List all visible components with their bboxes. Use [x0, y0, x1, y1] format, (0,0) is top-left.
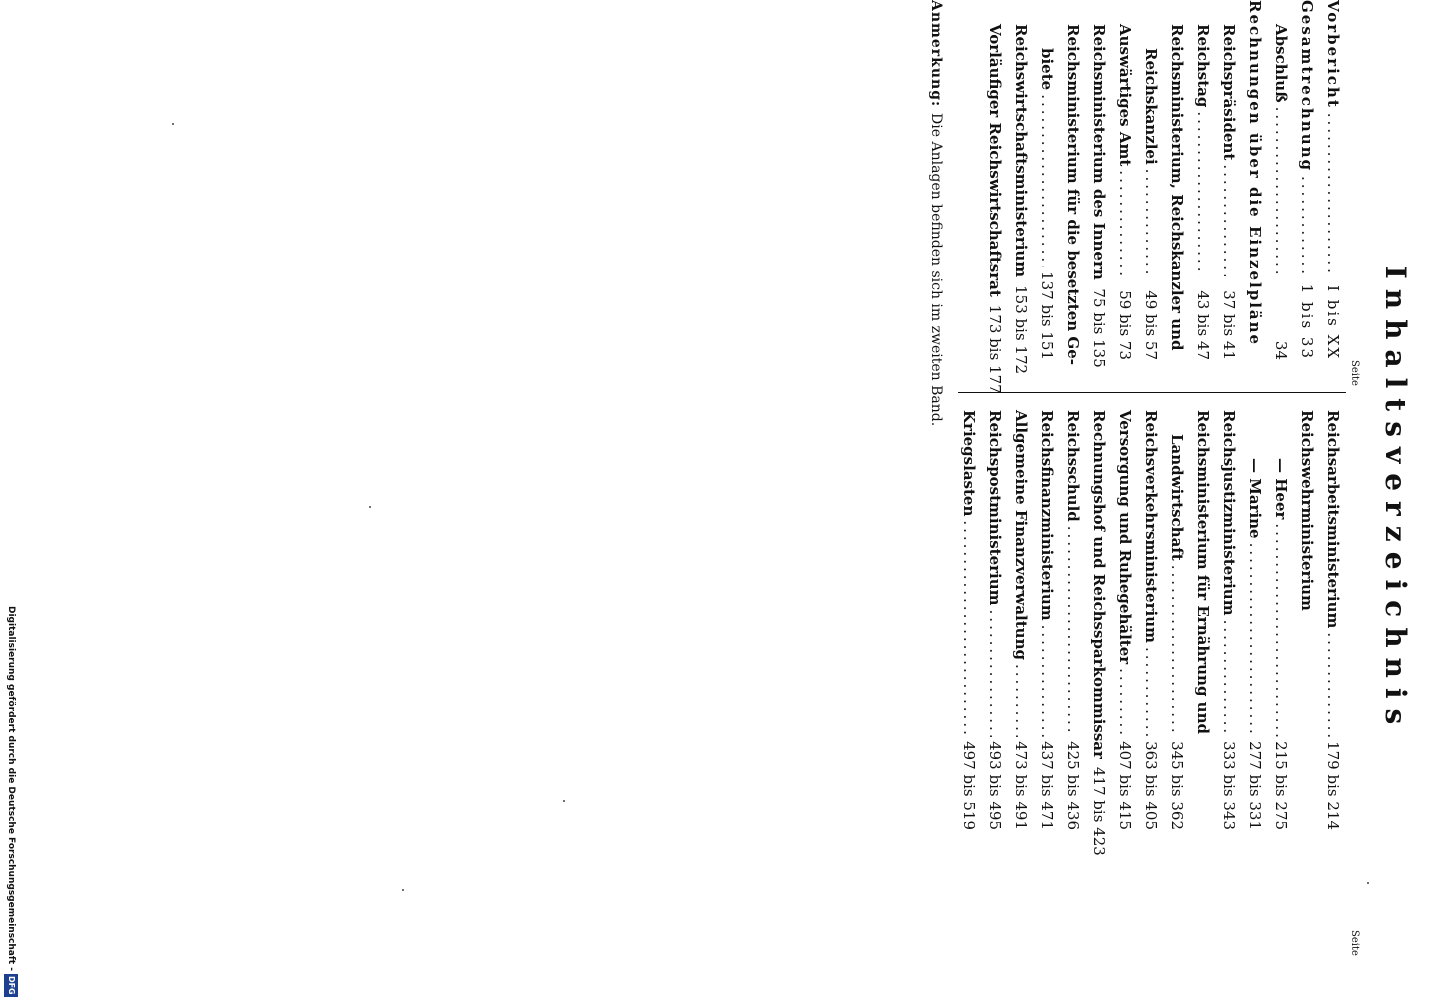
toc-right-column [956, 410, 1346, 856]
toc-entry-label: Kriegslasten [960, 410, 978, 517]
toc-entry-pages: 37 bis 41 [1220, 290, 1238, 360]
toc-entry [982, 410, 1008, 830]
dot-leader [1060, 526, 1086, 737]
toc-entry-label: Reichstag [1194, 24, 1212, 108]
toc-entry-label: Reichsverkehrsministerium [1142, 410, 1160, 644]
digitization-footer [4, 606, 18, 994]
dot-leader [1216, 164, 1242, 276]
toc-entry [1112, 0, 1138, 360]
toc-entry-label: biete [1038, 48, 1056, 91]
toc-entry-pages: 493 bis 495 [986, 741, 1004, 830]
toc-entry-label: Reichsarbeitsministerium [1324, 410, 1342, 629]
dfg-logo: DFG [4, 974, 18, 997]
toc-entry-label: Rechnungshof und Reichssparkommissar [1090, 410, 1108, 759]
toc-entry-pages: 1 bis 33 [1298, 283, 1316, 360]
toc-entry [1320, 410, 1346, 830]
toc-entry-label: Reichsministerium, Reichskanzler und [1168, 24, 1186, 351]
toc-entry-label: Reichsfinanzministerium [1038, 410, 1056, 621]
toc-entry-label: Landwirtschaft [1168, 434, 1186, 561]
dot-leader [1294, 176, 1320, 276]
toc-entry-label: Vorbericht [1324, 0, 1342, 109]
toc-entry-label: Reichspräsident [1220, 24, 1238, 161]
toc-entry [982, 0, 1008, 394]
toc-entry [1034, 410, 1060, 830]
toc-entry-pages: 215 bis 275 [1272, 741, 1290, 830]
toc-entry-label: — Heer [1272, 458, 1290, 520]
toc-entry-pages: 425 bis 436 [1064, 741, 1082, 830]
toc-entry [1060, 410, 1086, 830]
toc-entry-pages: 417 bis 423 [1090, 766, 1108, 856]
toc-entry-pages: 277 bis 331 [1246, 741, 1264, 830]
toc-entry [1268, 410, 1294, 830]
page-title: Inhaltsverzeichnis [1379, 265, 1412, 735]
dot-leader [1242, 543, 1268, 737]
annotation-note [928, 0, 944, 426]
scan-speck [1367, 882, 1369, 884]
toc-entry-pages: 75 bis 135 [1090, 288, 1108, 368]
dot-leader [1320, 632, 1346, 737]
toc-entry [1216, 0, 1242, 360]
toc-entry-label: Reichspostministerium [986, 410, 1004, 606]
toc-entry [1242, 410, 1268, 830]
dot-leader [1034, 625, 1060, 737]
right-column-header: Seite [1349, 930, 1360, 956]
dot-leader [1008, 664, 1034, 737]
toc-entry [1190, 410, 1216, 830]
toc-entry [1138, 410, 1164, 830]
toc-entry [1190, 0, 1216, 360]
toc-entry-label: Vorläufiger Reichswirtschaftsrat [986, 24, 1004, 297]
dot-leader [1034, 94, 1060, 267]
scan-speck [172, 123, 174, 125]
toc-entry-label: Versorgung und Ruhegehälter [1116, 410, 1134, 665]
toc-entry-label: Reichsschuld [1064, 410, 1082, 522]
dot-leader [1320, 113, 1346, 276]
toc-entry [1268, 0, 1294, 360]
toc-entry [1294, 410, 1320, 830]
toc-entry [1242, 0, 1268, 360]
toc-entry-label: Gesamtrechnung [1298, 0, 1316, 173]
toc-entry-pages: 153 bis 172 [1012, 285, 1030, 375]
toc-entry-label: Rechnungen über die Einzelpläne [1246, 0, 1264, 347]
dot-leader [1216, 620, 1242, 738]
column-divider [958, 392, 1346, 393]
footer-text: Digitalisierung gefördert durch die Deutsche Forschungsgemeinschaft - [6, 606, 16, 971]
toc-entry-label: Abschluß [1272, 24, 1290, 103]
toc-entry-pages: 43 bis 47 [1194, 290, 1212, 360]
dot-leader [956, 520, 982, 737]
dot-leader [1268, 107, 1294, 276]
left-column-header: Seite [1349, 360, 1360, 386]
toc-entry-label: Auswärtiges Amt [1116, 24, 1134, 167]
dot-leader [1268, 523, 1294, 737]
toc-entry-pages: 59 bis 73 [1116, 290, 1134, 360]
toc-entry [1034, 0, 1060, 360]
dot-leader [1112, 668, 1138, 737]
document-page [892, 0, 1412, 1000]
toc-entry-pages: I bis XX [1324, 285, 1342, 360]
toc-entry-pages: 49 bis 57 [1142, 290, 1160, 360]
toc-entry-label: Reichsministerium für die besetzten Ge- [1064, 24, 1082, 365]
toc-entry [1320, 0, 1346, 360]
toc-entry-pages: 363 bis 405 [1142, 741, 1160, 830]
toc-entry-label: Reichswirtschaftsministerium [1012, 24, 1030, 278]
toc-entry [956, 410, 982, 830]
toc-entry-pages: 173 bis 177 [986, 304, 1004, 394]
toc-entry [1164, 410, 1190, 830]
scan-speck [369, 506, 371, 508]
dot-leader [1164, 565, 1190, 737]
toc-left-column [982, 0, 1346, 394]
toc-entry [1294, 0, 1320, 360]
toc-entry [1008, 0, 1034, 375]
toc-entry-pages: 333 bis 343 [1220, 741, 1238, 830]
toc-entry-pages: 179 bis 214 [1324, 741, 1342, 830]
dot-leader [1138, 169, 1164, 276]
toc-entry-pages: 137 bis 151 [1038, 271, 1056, 360]
toc-entry-label: — Marine [1246, 458, 1264, 539]
toc-entry [1086, 0, 1112, 368]
toc-entry-pages: 473 bis 491 [1012, 741, 1030, 830]
note-lead: Anmerkung: [928, 0, 944, 108]
toc-entry [1216, 410, 1242, 830]
toc-entry-label: Allgemeine Finanzverwaltung [1012, 410, 1030, 660]
dot-leader [982, 610, 1008, 738]
dot-leader [1138, 647, 1164, 737]
dot-leader [1190, 111, 1216, 276]
toc-entry-label: Reichsministerium für Ernährung und [1194, 410, 1212, 734]
toc-entry [1086, 410, 1112, 856]
scan-speck [563, 800, 565, 802]
toc-entry-pages: 345 bis 362 [1168, 741, 1186, 830]
toc-entry-label: Reichsministerium des Innern [1090, 24, 1108, 280]
note-text: Die Anlagen befinden sich im zweiten Band. [928, 113, 944, 427]
toc-entry-label: Reichswehrministerium [1298, 410, 1316, 611]
toc-entry-pages: 437 bis 471 [1038, 741, 1056, 830]
scan-speck [402, 889, 404, 891]
toc-entry-label: Reichskanzlei [1142, 48, 1160, 165]
toc-entry-pages: 407 bis 415 [1116, 741, 1134, 830]
dot-leader [1112, 170, 1138, 276]
toc-entry-pages: 497 bis 519 [960, 741, 978, 830]
toc-entry [1060, 0, 1086, 365]
toc-entry [1164, 0, 1190, 360]
toc-entry-label: Reichsjustizministerium [1220, 410, 1238, 616]
toc-entry-pages: 34 [1272, 340, 1290, 360]
toc-entry [1112, 410, 1138, 830]
toc-entry [1008, 410, 1034, 830]
toc-entry [1138, 0, 1164, 360]
